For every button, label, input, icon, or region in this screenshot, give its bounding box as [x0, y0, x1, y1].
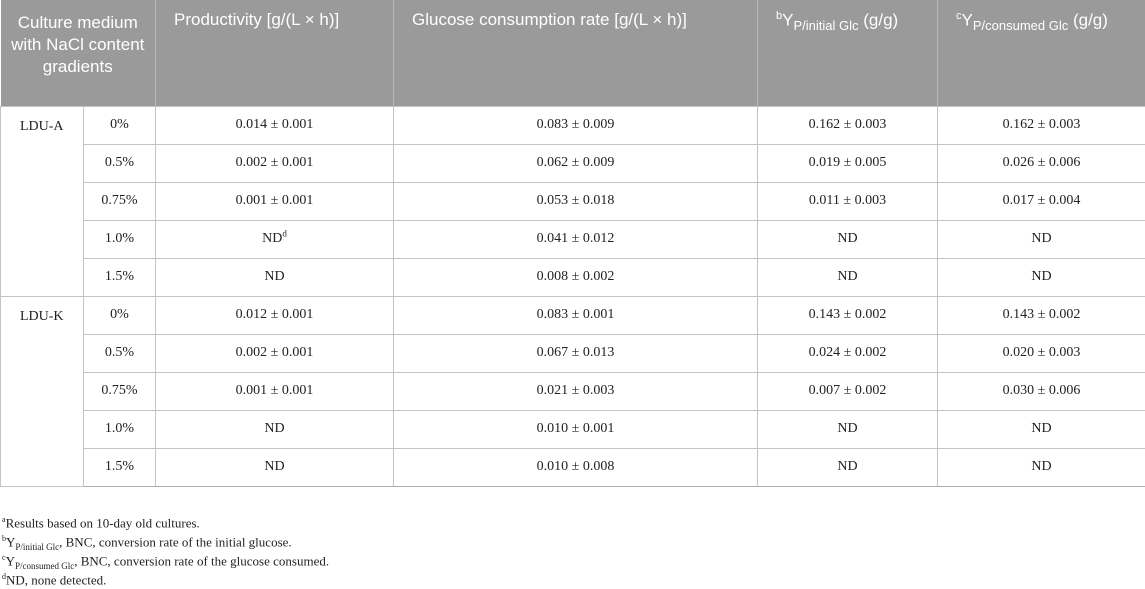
table-row [1, 372, 1145, 410]
productivity-cell: ND [156, 410, 394, 448]
header-yield-consumed-unit: (g/g) [1068, 11, 1108, 30]
yield-consumed-cell: 0.026 ± 0.006 [938, 144, 1145, 182]
footnote-b-text: , BNC, conversion rate of the initial glucose. [59, 534, 292, 549]
yield-initial-cell: ND [758, 410, 938, 448]
glucose-cell: 0.010 ± 0.008 [394, 448, 758, 486]
footnote-d-marker: d [2, 572, 6, 581]
glucose-cell: 0.083 ± 0.009 [394, 106, 758, 144]
header-yield-consumed [938, 0, 1145, 106]
footnote-a-marker: a [2, 515, 6, 524]
yield-consumed-cell: ND [938, 258, 1145, 296]
footnote-d [2, 567, 329, 586]
header-yield-consumed-sup: c [956, 10, 962, 22]
header-yield-consumed-symbol: Y [962, 11, 973, 30]
nacl-cell: 0.75% [84, 182, 156, 220]
nacl-cell: 0% [84, 106, 156, 144]
glucose-cell: 0.008 ± 0.002 [394, 258, 758, 296]
header-yield-initial-unit: (g/g) [859, 11, 899, 30]
yield-consumed-cell: 0.143 ± 0.002 [938, 296, 1145, 334]
header-yield-initial-sub: P/initial Glc [793, 18, 858, 33]
nacl-cell: 1.5% [84, 448, 156, 486]
glucose-cell: 0.053 ± 0.018 [394, 182, 758, 220]
yield-consumed-cell: 0.030 ± 0.006 [938, 372, 1145, 410]
yield-consumed-cell: ND [938, 220, 1145, 258]
yield-initial-cell: ND [758, 220, 938, 258]
productivity-cell: ND [156, 448, 394, 486]
glucose-cell: 0.041 ± 0.012 [394, 220, 758, 258]
glucose-cell: 0.062 ± 0.009 [394, 144, 758, 182]
glucose-cell: 0.083 ± 0.001 [394, 296, 758, 334]
header-yield-initial-sup: b [776, 10, 782, 22]
yield-consumed-cell: 0.020 ± 0.003 [938, 334, 1145, 372]
glucose-cell: 0.021 ± 0.003 [394, 372, 758, 410]
nacl-cell: 1.0% [84, 410, 156, 448]
yield-initial-cell: 0.024 ± 0.002 [758, 334, 938, 372]
group-label-ldu-a: LDU-A [1, 106, 84, 296]
yield-initial-cell: 0.143 ± 0.002 [758, 296, 938, 334]
glucose-cell: 0.067 ± 0.013 [394, 334, 758, 372]
footnote-c-symbol: Y [6, 553, 15, 568]
footnote-c-marker: c [2, 553, 6, 562]
table-footnotes [2, 510, 329, 586]
table-row [1, 106, 1145, 144]
yield-initial-cell: 0.019 ± 0.005 [758, 144, 938, 182]
productivity-value: ND [262, 231, 282, 246]
footnote-a-text: Results based on 10-day old cultures. [6, 515, 200, 530]
header-yield-initial [758, 0, 938, 106]
footnote-b-sub: P/initial Glc [15, 542, 59, 552]
nacl-cell: 0.75% [84, 372, 156, 410]
table-row [1, 448, 1145, 486]
table-row [1, 296, 1145, 334]
footnote-c-text: , BNC, conversion rate of the glucose consumed. [74, 553, 329, 568]
nacl-cell: 1.5% [84, 258, 156, 296]
footnote-b [2, 529, 329, 548]
productivity-cell: 0.001 ± 0.001 [156, 372, 394, 410]
productivity-cell: 0.002 ± 0.001 [156, 334, 394, 372]
table-row [1, 410, 1145, 448]
nacl-cell: 0% [84, 296, 156, 334]
productivity-cell [156, 220, 394, 258]
productivity-cell: 0.012 ± 0.001 [156, 296, 394, 334]
nacl-cell: 0.5% [84, 334, 156, 372]
yield-consumed-cell: ND [938, 410, 1145, 448]
productivity-cell: 0.014 ± 0.001 [156, 106, 394, 144]
footnote-d-text: ND, none detected. [6, 572, 106, 587]
table-row [1, 334, 1145, 372]
yield-consumed-cell: 0.017 ± 0.004 [938, 182, 1145, 220]
footnote-a [2, 510, 329, 529]
yield-initial-cell: 0.007 ± 0.002 [758, 372, 938, 410]
header-glucose-consumption: Glucose consumption rate [g/(L × h)] [394, 0, 758, 106]
nacl-cell: 0.5% [84, 144, 156, 182]
yield-initial-cell: 0.011 ± 0.003 [758, 182, 938, 220]
table-row [1, 220, 1145, 258]
productivity-cell: ND [156, 258, 394, 296]
header-productivity: Productivity [g/(L × h)] [156, 0, 394, 106]
footnote-b-marker: b [2, 534, 6, 543]
glucose-cell: 0.010 ± 0.001 [394, 410, 758, 448]
header-yield-initial-symbol: Y [782, 11, 793, 30]
table-row [1, 182, 1145, 220]
yield-consumed-cell: 0.162 ± 0.003 [938, 106, 1145, 144]
header-yield-consumed-sub: P/consumed Glc [973, 18, 1068, 33]
footnote-c [2, 548, 329, 567]
table-header-row [1, 0, 1145, 106]
header-culture-medium: Culture medium with NaCl content gradients [1, 0, 156, 106]
yield-initial-cell: ND [758, 258, 938, 296]
table-row [1, 144, 1145, 182]
group-label-ldu-k: LDU-K [1, 296, 84, 486]
yield-consumed-cell: ND [938, 448, 1145, 486]
yield-initial-cell: 0.162 ± 0.003 [758, 106, 938, 144]
table-row [1, 258, 1145, 296]
footnote-c-sub: P/consumed Glc [15, 561, 74, 571]
productivity-cell: 0.001 ± 0.001 [156, 182, 394, 220]
productivity-cell: 0.002 ± 0.001 [156, 144, 394, 182]
footnote-b-symbol: Y [6, 534, 15, 549]
yield-initial-cell: ND [758, 448, 938, 486]
footnote-marker-d: d [282, 228, 287, 238]
nacl-cell: 1.0% [84, 220, 156, 258]
